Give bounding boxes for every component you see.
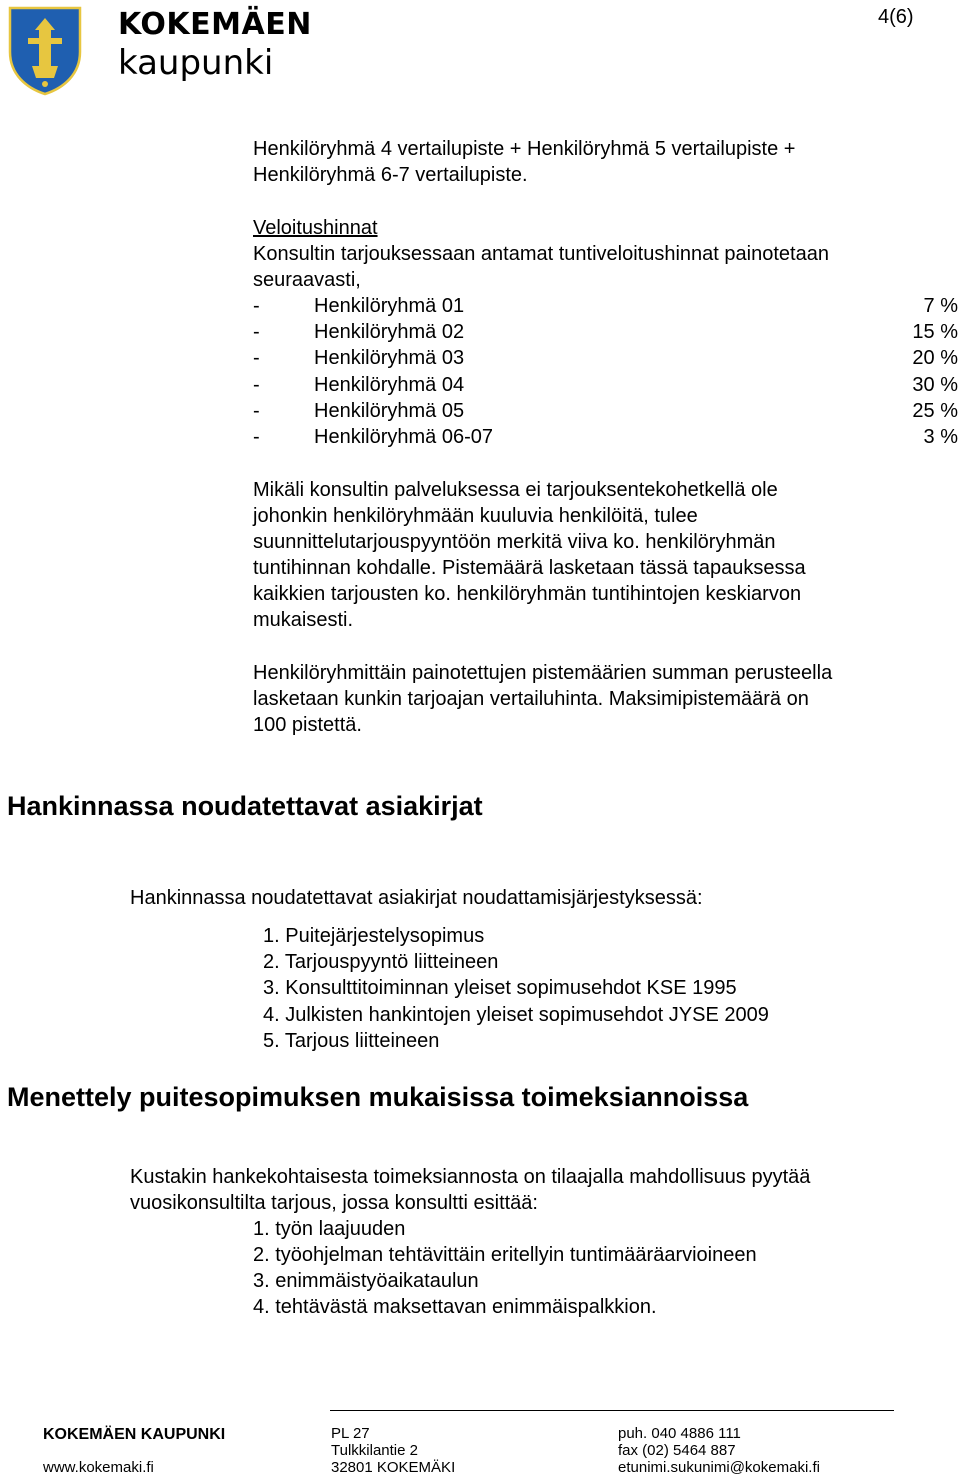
weight-label: Henkilöryhmä 04 [314, 374, 465, 396]
procedure-list-item: 2. työohjelman tehtävittäin eritellyin tuntimääräarvioineen [253, 1244, 757, 1266]
weight-row [253, 293, 958, 319]
document-list-item: 1. Puitejärjestelysopimus [263, 925, 485, 947]
weight-label: Henkilöryhmä 03 [314, 347, 465, 369]
logo-subtitle: kaupunki [118, 43, 274, 83]
footer-address-line: Tulkkilantie 2 [331, 1442, 418, 1459]
city-crest-logo [6, 4, 84, 96]
section-intro: Kustakin hankekohtaisesta toimeksiannosta on tilaajalla mahdollisuus pyytää [130, 1166, 811, 1188]
weight-label: Henkilöryhmä 06-07 [314, 426, 493, 448]
paragraph-line: kaikkien tarjousten ko. henkilöryhmän tuntihintojen keskiarvon [253, 583, 802, 605]
weight-dash: - [253, 426, 260, 448]
paragraph-line: lasketaan kunkin tarjoajan vertailuhinta. Maksimipistemäärä on [253, 688, 809, 710]
logo-name: KOKEMÄEN [118, 7, 312, 42]
weight-percent: 20 % [912, 347, 958, 369]
section-intro: Hankinnassa noudatettavat asiakirjat noudattamisjärjestyksessä: [130, 887, 703, 909]
weight-row [253, 319, 958, 345]
weight-percent: 3 % [923, 426, 958, 448]
weighting-intro: Konsultin tarjouksessaan antamat tuntiveloitushinnat painotetaan [253, 243, 829, 265]
document-list-item: 5. Tarjous liitteineen [263, 1030, 440, 1052]
weight-dash: - [253, 400, 260, 422]
weight-dash: - [253, 347, 260, 369]
paragraph-line: 100 pistettä. [253, 714, 362, 736]
weight-dash: - [253, 321, 260, 343]
weight-label: Henkilöryhmä 05 [314, 400, 465, 422]
weight-row [253, 372, 958, 398]
paragraph-line: johonkin henkilöryhmään kuuluvia henkilöitä, tulee [253, 505, 698, 527]
footer-divider [330, 1410, 894, 1411]
document-list-item: 4. Julkisten hankintojen yleiset sopimusehdot JYSE 2009 [263, 1004, 769, 1026]
paragraph-line: Henkilöryhmittäin painotettujen pistemäärien summan perusteella [253, 662, 833, 684]
weight-percent: 15 % [912, 321, 958, 343]
footer-org: KOKEMÄEN KAUPUNKI [43, 1426, 226, 1443]
footer-address-line: 32801 KOKEMÄKI [331, 1459, 456, 1476]
footer-web-link[interactable]: www.kokemaki.fi [43, 1459, 154, 1476]
section-heading: Hankinnassa noudatettavat asiakirjat [7, 791, 483, 821]
procedure-list-item: 1. työn laajuuden [253, 1218, 406, 1240]
intro-line: Henkilöryhmä 6-7 vertailupiste. [253, 164, 528, 186]
weight-row [253, 345, 958, 371]
paragraph-line: suunnittelutarjouspyyntöön merkitä viiva ko. henkilöryhmän [253, 531, 776, 553]
weight-dash: - [253, 295, 260, 317]
page-number: 4(6) [878, 6, 914, 28]
procedure-list-item: 4. tehtävästä maksettavan enimmäispalkkion. [253, 1296, 657, 1318]
weight-percent: 25 % [912, 400, 958, 422]
weight-percent: 7 % [923, 295, 958, 317]
footer-phone: puh. 040 4886 111 [618, 1425, 741, 1442]
paragraph-line: tuntihinnan kohdalle. Pistemäärä lasketaan tässä tapauksessa [253, 557, 806, 579]
weight-percent: 30 % [912, 374, 958, 396]
weight-label: Henkilöryhmä 02 [314, 321, 465, 343]
footer-email-link[interactable]: etunimi.sukunimi@kokemaki.fi [618, 1459, 820, 1476]
section-intro: vuosikonsultilta tarjous, jossa konsultti esittää: [130, 1192, 538, 1214]
procedure-list-item: 3. enimmäistyöaikataulun [253, 1270, 479, 1292]
weighting-intro: seuraavasti, [253, 269, 361, 291]
document-list-item: 3. Konsulttitoiminnan yleiset sopimusehdot KSE 1995 [263, 977, 737, 999]
paragraph-line: Mikäli konsultin palveluksessa ei tarjouksentekohetkellä ole [253, 479, 778, 501]
weight-label: Henkilöryhmä 01 [314, 295, 465, 317]
section-title: Veloitushinnat [253, 217, 378, 239]
paragraph-line: mukaisesti. [253, 609, 354, 631]
document-list-item: 2. Tarjouspyyntö liitteineen [263, 951, 499, 973]
weight-row [253, 398, 958, 424]
section-heading: Menettely puitesopimuksen mukaisissa toimeksiannoissa [7, 1082, 749, 1112]
footer-fax: fax (02) 5464 887 [618, 1442, 736, 1459]
footer-address-line: PL 27 [331, 1425, 370, 1442]
weight-row [253, 424, 958, 450]
intro-line: Henkilöryhmä 4 vertailupiste + Henkilöryhmä 5 vertailupiste + [253, 138, 796, 160]
weight-dash: - [253, 374, 260, 396]
